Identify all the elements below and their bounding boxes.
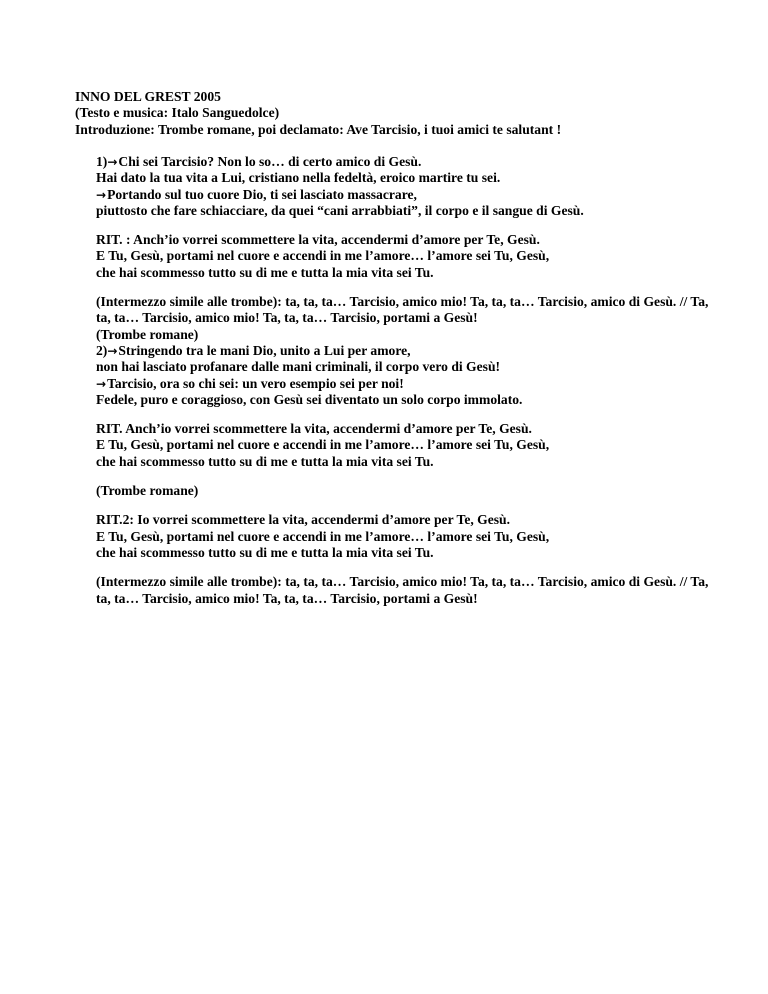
- verse-2-line-3-text: Tarcisio, ora so chi sei: un vero esempio sei per noi!: [107, 375, 404, 391]
- verse-2-line-4: Fedele, puro e coraggioso, con Gesù sei diventato un solo corpo immolato.: [96, 391, 523, 407]
- document-intro: Introduzione: Trombe romane, poi declamato: Ave Tarcisio, i tuoi amici te salutant !: [75, 121, 562, 137]
- document-credits: (Testo e musica: Italo Sanguedolce): [75, 105, 280, 121]
- verse-1-number: 1): [96, 154, 108, 169]
- spacer: [96, 470, 726, 483]
- interlude-1-trumpets: (Trombe romane): [96, 326, 199, 342]
- verse-2-line-1: [96, 343, 726, 359]
- arrow-right-icon: →: [96, 376, 107, 391]
- verse-1-line-1: [96, 154, 726, 170]
- refrain-2-line-1: RIT. Anch’io vorrei scommettere la vita, accendermi d’amore per Te, Gesù.: [96, 421, 532, 437]
- spacer: [96, 219, 726, 232]
- interlude-2: [96, 574, 726, 607]
- refrain-1: [96, 232, 726, 281]
- refrain-2-line-2: E Tu, Gesù, portami nel cuore e accendi in me l’amore… l’amore sei Tu, Gesù,: [96, 437, 550, 453]
- refrain-3-line-3: che hai scommesso tutto su di me e tutta la mia vita sei Tu.: [96, 544, 434, 560]
- arrow-right-icon: →: [107, 343, 118, 358]
- verse-1-line-3: [96, 187, 726, 203]
- verse-1-line-3-text: Portando sul tuo cuore Dio, ti sei lasciato massacrare,: [107, 186, 417, 202]
- interlude-2-text: (Intermezzo simile alle trombe): ta, ta, ta… Tarcisio, amico mio! Ta, ta, ta… Tarcisio, amico di Gesù. // Ta, ta, ta… Tarcisio, amico mio! Ta, ta, ta… Tarcisio, portami a Gesù!: [96, 574, 709, 606]
- trumpets-2-text: (Trombe romane): [96, 483, 199, 499]
- arrow-right-icon: →: [96, 187, 107, 202]
- spacer: [96, 281, 726, 294]
- refrain-3-line-2: E Tu, Gesù, portami nel cuore e accendi in me l’amore… l’amore sei Tu, Gesù,: [96, 528, 550, 544]
- spacer: [96, 408, 726, 421]
- document-header: [75, 89, 735, 138]
- arrow-right-icon: →: [107, 155, 118, 169]
- song-body: [96, 154, 726, 607]
- verse-1-line-2: Hai dato la tua vita a Lui, cristiano nella fedeltà, eroico martire tu sei.: [96, 170, 501, 186]
- document-title: INNO DEL GREST 2005: [75, 89, 221, 104]
- refrain-2-line-3: che hai scommesso tutto su di me e tutta la mia vita sei Tu.: [96, 453, 434, 469]
- refrain-1-line-3: che hai scommesso tutto su di me e tutta la mia vita sei Tu.: [96, 264, 434, 280]
- verse-2: [96, 343, 726, 408]
- verse-2-line-2: non hai lasciato profanare dalle mani criminali, il corpo vero di Gesù!: [96, 359, 501, 375]
- interlude-1: [96, 294, 726, 343]
- refrain-3-line-1: RIT.2: Io vorrei scommettere la vita, accendermi d’amore per Te, Gesù.: [96, 512, 511, 528]
- verse-2-number: 2): [96, 342, 108, 358]
- refrain-3: [96, 512, 726, 561]
- verse-1: [96, 154, 726, 219]
- interlude-1-text: (Intermezzo simile alle trombe): ta, ta, ta… Tarcisio, amico mio! Ta, ta, ta… Tarcisio, amico di Gesù. // Ta, ta, ta… Tarcisio, amico mio! Ta, ta, ta… Tarcisio, portami a Gesù!: [96, 294, 709, 326]
- verse-1-line-1-text: Chi sei Tarcisio? Non lo so… di certo amico di Gesù.: [118, 154, 422, 169]
- trumpets-2: [96, 483, 726, 499]
- refrain-1-line-2: E Tu, Gesù, portami nel cuore e accendi in me l’amore… l’amore sei Tu, Gesù,: [96, 248, 550, 264]
- verse-2-line-1-text: Stringendo tra le mani Dio, unito a Lui per amore,: [118, 342, 411, 358]
- refrain-2: [96, 421, 726, 470]
- refrain-1-line-1: RIT. : Anch’io vorrei scommettere la vita, accendermi d’amore per Te, Gesù.: [96, 232, 540, 248]
- spacer: [96, 499, 726, 512]
- verse-1-line-4: piuttosto che fare schiacciare, da quei “cani arrabbiati”, il corpo e il sangue di Gesù.: [96, 202, 584, 218]
- spacer: [96, 561, 726, 574]
- verse-2-line-3: [96, 376, 726, 392]
